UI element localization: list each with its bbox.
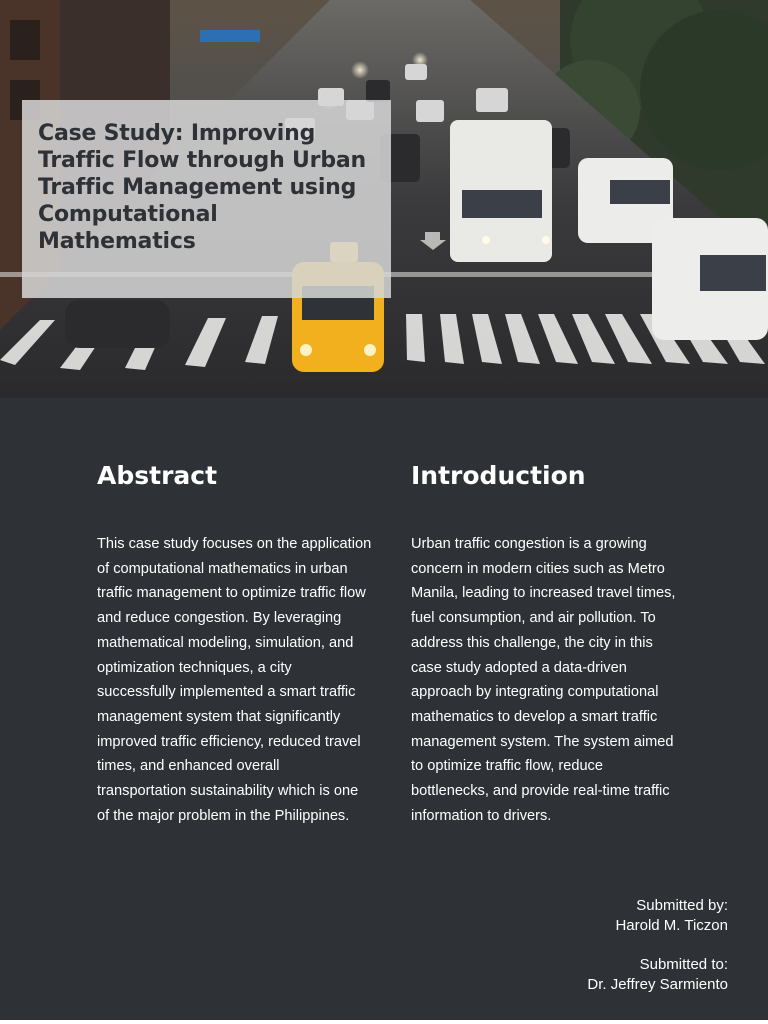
title-box (22, 100, 391, 298)
submitted-to-name: Dr. Jeffrey Sarmiento (587, 976, 728, 993)
abstract-text: This case study focuses on the application of computational mathematics in urban traffic management to optimize traffic flow and reduce congestion. By leveraging mathematical modeling, simulation, and optimization techniques, a city successfully implemented a smart traffic management system that significantly improved traffic efficiency, reduced travel times, and enhanced overall transportation sustainability which is one of the major problem in the Philippines. (97, 536, 372, 824)
introduction-heading: Introduction (411, 461, 586, 490)
submitted-to-label: Submitted to: (639, 956, 728, 973)
bottom-border (0, 1020, 768, 1024)
abstract-heading: Abstract (97, 461, 218, 490)
introduction-text: Urban traffic congestion is a growing concern in modern cities such as Metro Manila, leading to increased travel times, fuel consumption, and air pollution. To address this challenge, the city in this case study adopted a data-driven approach by integrating computational mathematics to develop a smart traffic management system. The system aimed to optimize traffic flow, reduce bottlenecks, and provide real-time traffic information to drivers. (411, 536, 676, 824)
submitted-by-label: Submitted by: (636, 897, 728, 914)
abstract-section (97, 460, 372, 828)
introduction-section (411, 460, 681, 828)
traffic-photo (0, 0, 768, 398)
submitted-by-block (615, 896, 728, 936)
submitted-by-name: Harold M. Ticzon (615, 917, 728, 934)
document-title: Case Study: Improving Traffic Flow through Urban Traffic Management using Computational Mathematics (38, 121, 366, 254)
submitted-to-block (587, 955, 728, 995)
